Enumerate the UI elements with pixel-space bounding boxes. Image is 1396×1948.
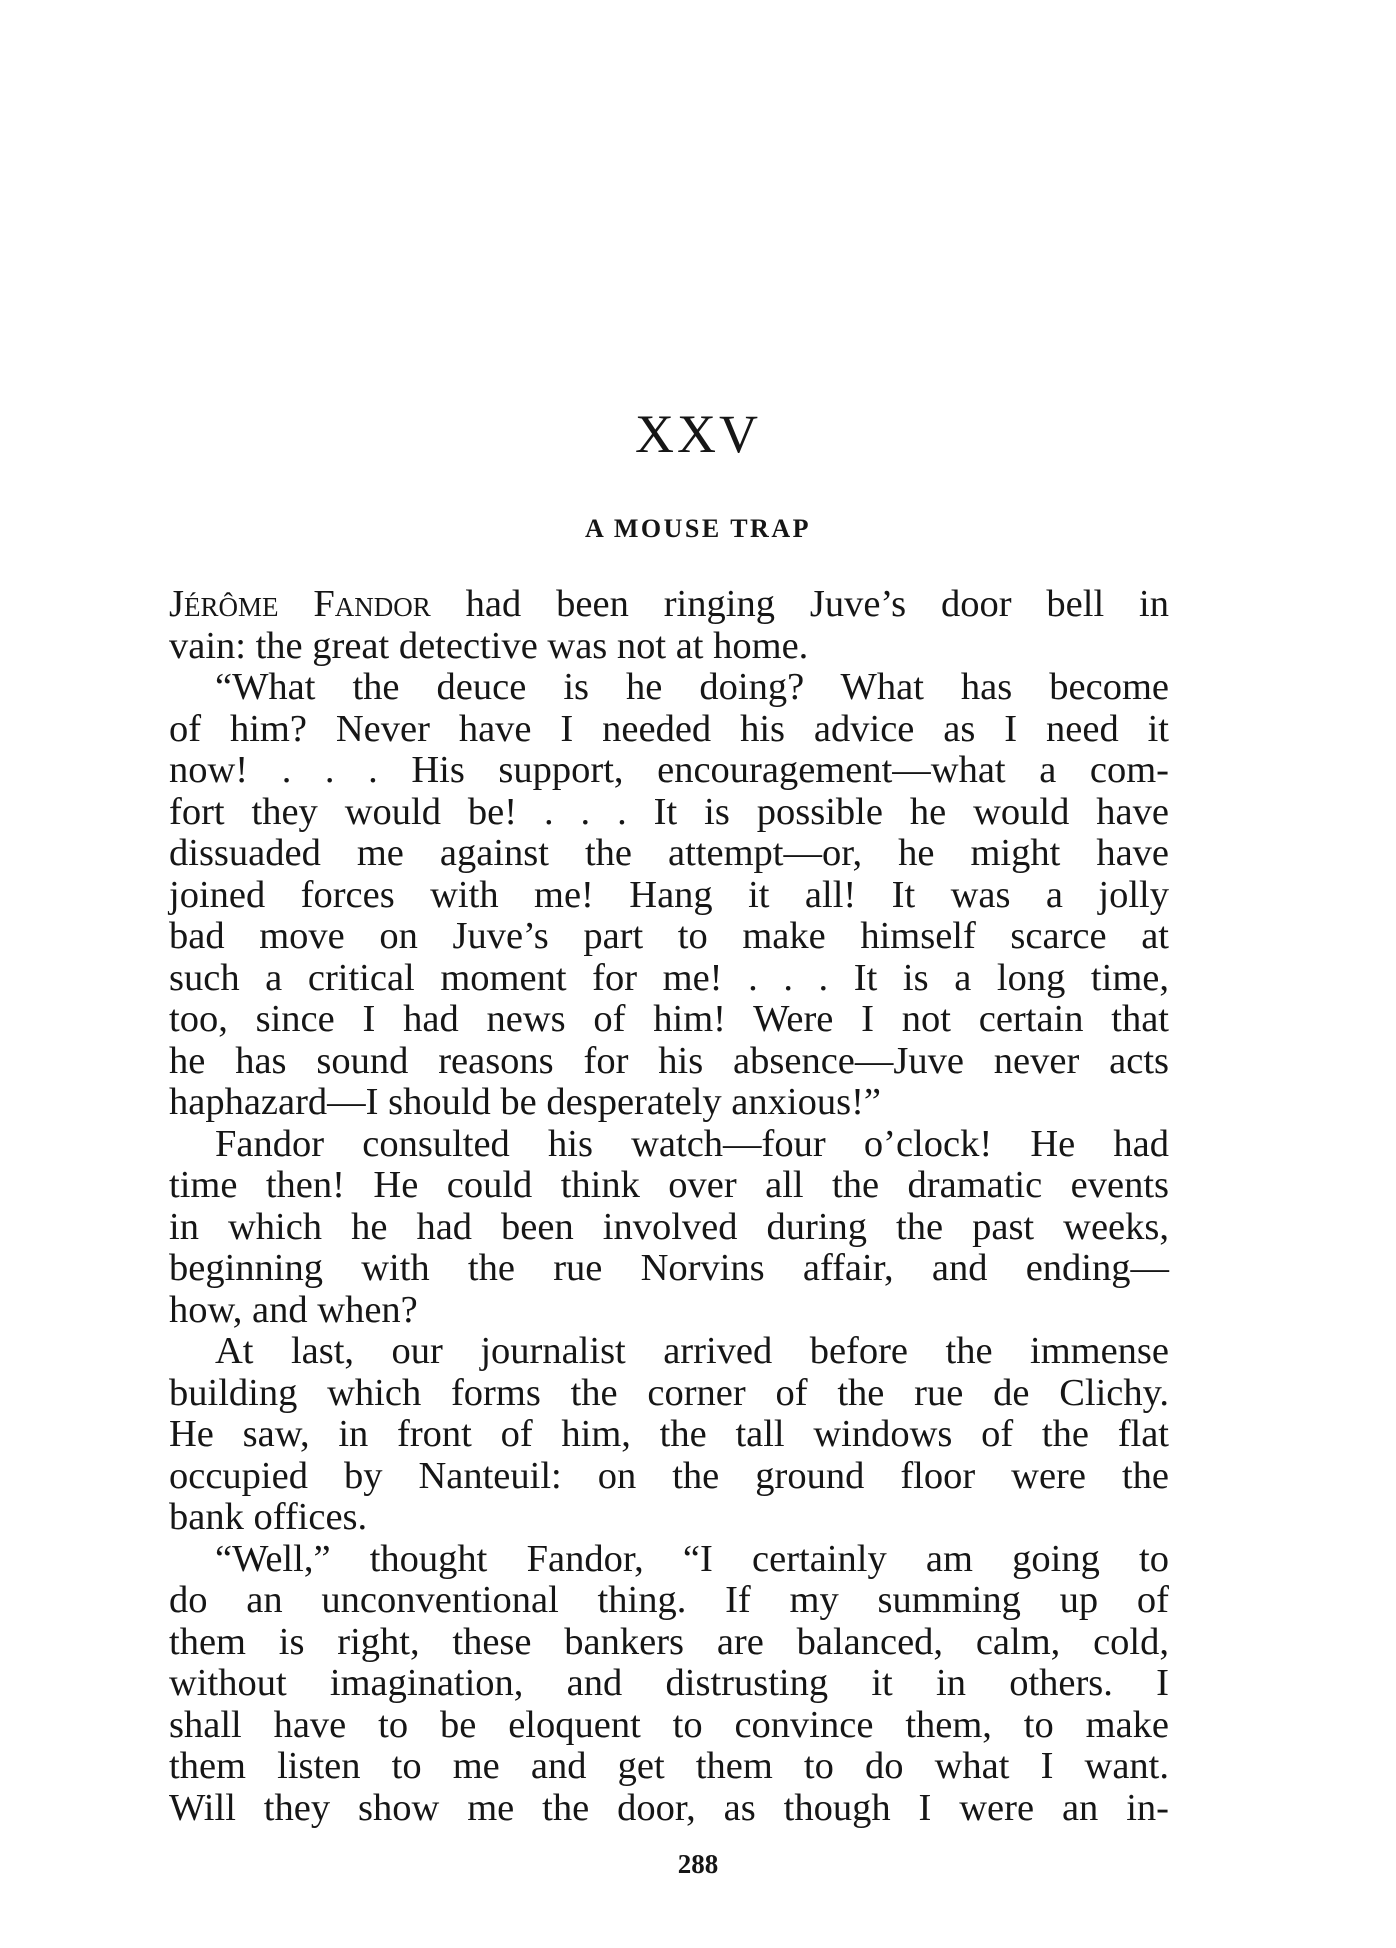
- text-line: [169, 584, 1169, 626]
- text-line: bad move on Juve’s part to make himself scarce at: [169, 915, 1169, 957]
- text-line: do an unconventional thing. If my summing up of: [169, 1579, 1169, 1621]
- text-line: he has sound reasons for his absence—Juve never acts: [169, 1039, 1169, 1082]
- text-line: bank offices.: [169, 1496, 368, 1538]
- text-line: joined forces with me! Hang it all! It was a jolly: [169, 873, 1169, 916]
- chapter-title: A MOUSE TRAP: [585, 514, 811, 543]
- text-line: them is right, these bankers are balanced, calm, cold,: [169, 1620, 1169, 1663]
- text-line: Fandor consulted his watch—four o’clock! He had: [215, 1122, 1169, 1165]
- text-line: “Well,” thought Fandor, “I certainly am going to: [215, 1537, 1169, 1580]
- text-line: without imagination, and distrusting it in others. I: [169, 1662, 1169, 1704]
- text-line: now! . . . His support, encouragement—what a com-: [169, 749, 1169, 791]
- text-line: of him? Never have I needed his advice as I need it: [169, 707, 1169, 750]
- text-line: beginning with the rue Norvins affair, and ending—: [169, 1247, 1169, 1289]
- text-line: “What the deuce is he doing? What has become: [215, 666, 1169, 708]
- text-line: vain: the great detective was not at home.: [169, 624, 809, 667]
- text-line: time then! He could think over all the dramatic events: [169, 1164, 1169, 1206]
- text-line: too, since I had news of him! Were I not certain that: [169, 998, 1169, 1040]
- text-line: how, and when?: [169, 1288, 418, 1331]
- lead-rest: had been ringing Juve’s door bell in: [430, 583, 1169, 625]
- text-line: He saw, in front of him, the tall windows of the flat: [169, 1413, 1169, 1455]
- lead-name: Jérôme Fandor: [169, 583, 431, 625]
- text-line: them listen to me and get them to do what I want.: [169, 1745, 1169, 1787]
- text-line: shall have to be eloquent to convince them, to make: [169, 1703, 1169, 1746]
- body-text: [169, 584, 1169, 1829]
- text-line: building which forms the corner of the rue de Clichy.: [169, 1371, 1169, 1414]
- text-line: occupied by Nanteuil: on the ground floor were the: [169, 1454, 1169, 1497]
- text-line: haphazard—I should be desperately anxious!”: [169, 1081, 881, 1123]
- page-number: 288: [677, 1849, 719, 1879]
- text-line: in which he had been involved during the past weeks,: [169, 1205, 1169, 1248]
- text-line: such a critical moment for me! . . . It is a long time,: [169, 956, 1169, 999]
- text-line: Will they show me the door, as though I were an in-: [169, 1786, 1169, 1829]
- text-line: At last, our journalist arrived before the immense: [215, 1330, 1169, 1372]
- text-line: dissuaded me against the attempt—or, he might have: [169, 832, 1169, 874]
- chapter-number: XXV: [635, 404, 761, 464]
- text-line: fort they would be! . . . It is possible he would have: [169, 790, 1169, 833]
